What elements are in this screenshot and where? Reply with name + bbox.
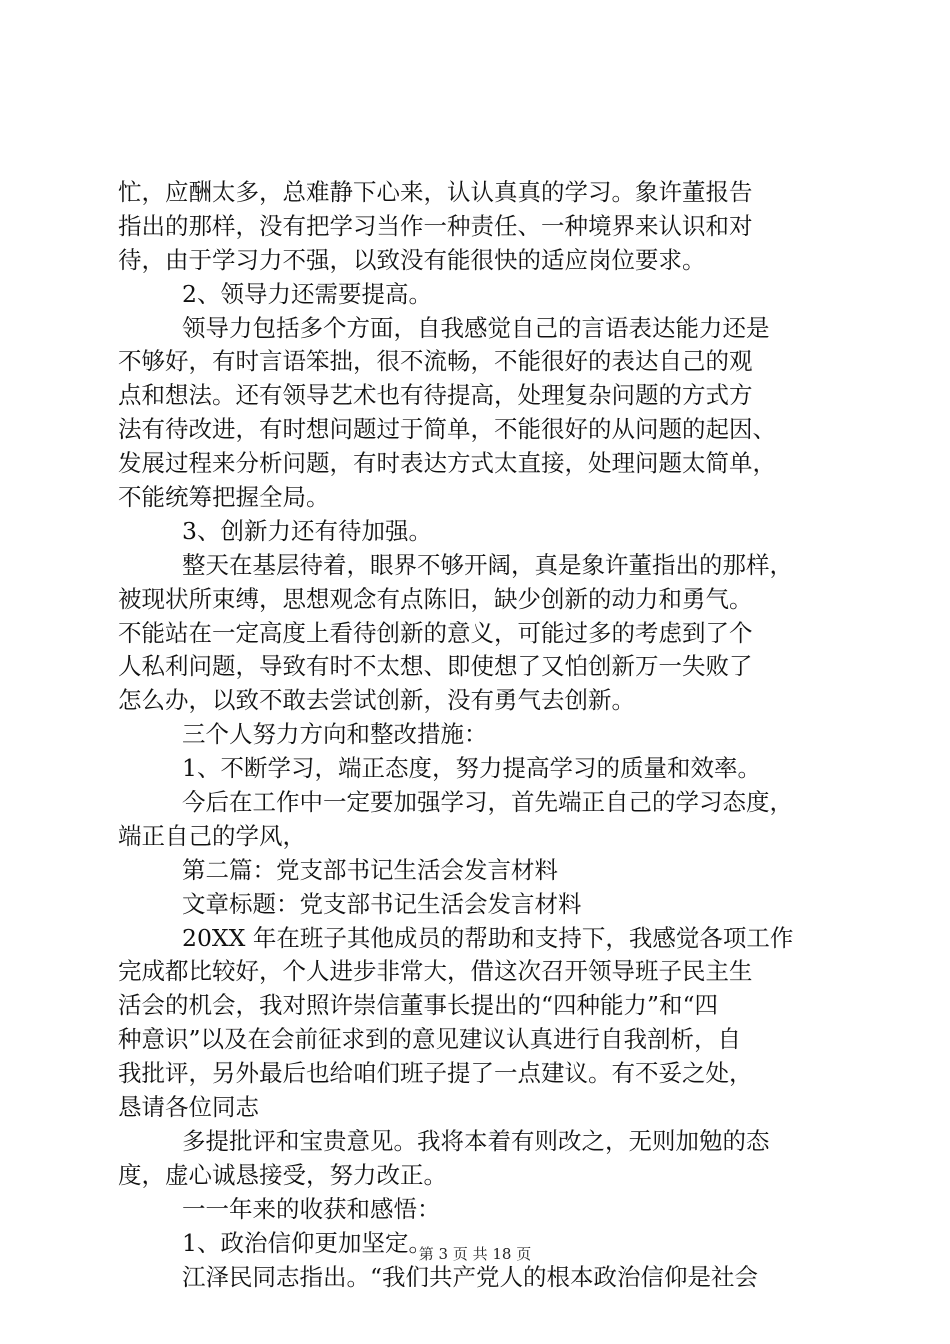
text-line: 3、创新力还有待加强。 — [182, 516, 432, 545]
text-line: 恳请各位同志 — [118, 1093, 259, 1122]
page-footer: 第 3 页 共 18 页 — [418, 1245, 532, 1263]
text-line: 发展过程来分析问题，有时表达方式太直接，处理问题太简单， — [118, 449, 776, 478]
text-line: 江泽民同志指出。“我们共产党人的根本政治信仰是社会 — [182, 1262, 759, 1291]
text-line: 被现状所束缚，思想观念有点陈旧，缺少创新的动力和勇气。 — [118, 584, 753, 613]
text-line: 1、政治信仰更加坚定。 — [182, 1228, 432, 1257]
text-line: 忙，应酬太多，总难静下心来，认认真真的学习。象许董报告 — [118, 178, 753, 206]
text-line: 不能站在一定高度上看待创新的意义，可能过多的考虑到了个 — [118, 618, 753, 647]
text-line: 领导力包括多个方面，自我感觉自己的言语表达能力还是 — [182, 313, 770, 342]
text-line: 不够好，有时言语笨拙，很不流畅，不能很好的表达自己的观 — [118, 347, 753, 376]
text-line: 指出的那样，没有把学习当作一种责任、一种境界来认识和对 — [118, 211, 753, 240]
document-body — [118, 176, 838, 1294]
text-line: 法有待改进，有时想问题过于简单，不能很好的从问题的起因、 — [118, 415, 776, 444]
text-line: 待，由于学习力不强，以致没有能很快的适应岗位要求。 — [118, 245, 706, 274]
text-line: 端正自己的学风， — [118, 821, 306, 850]
text-line: 多提批评和宝贵意见。我将本着有则改之，无则加勉的态 — [182, 1126, 770, 1155]
text-line: 种意识”以及在会前征求到的意见建议认真进行自我剖析，自 — [118, 1025, 742, 1054]
text-line: 完成都比较好，个人进步非常大，借这次召开领导班子民主生 — [118, 957, 753, 986]
text-line: 第二篇：党支部书记生活会发言材料 — [182, 855, 558, 884]
text-line: 怎么办，以致不敢去尝试创新，没有勇气去创新。 — [118, 686, 635, 715]
text-line: 三个人努力方向和整改措施： — [182, 720, 488, 749]
text-line: 不能统筹把握全局。 — [118, 483, 330, 512]
text-line: 人私利问题，导致有时不太想、即使想了又怕创新万一失败了 — [118, 652, 753, 681]
text-line: 20XX 年在班子其他成员的帮助和支持下，我感觉各项工作 — [182, 923, 794, 952]
text-line: 2、领导力还需要提高。 — [182, 279, 432, 308]
text-line: 整天在基层待着，眼界不够开阔，真是象许董指出的那样， — [182, 550, 793, 579]
text-line: 活会的机会，我对照许崇信董事长提出的“四种能力”和“四 — [118, 991, 719, 1020]
text-line: 1、不断学习，端正态度，努力提高学习的质量和效率。 — [182, 754, 761, 783]
text-line: 点和想法。还有领导艺术也有待提高，处理复杂问题的方式方 — [118, 381, 753, 410]
text-line: 今后在工作中一定要加强学习，首先端正自己的学习态度， — [182, 788, 793, 817]
text-line: 我批评，另外最后也给咱们班子提了一点建议。有不妥之处， — [118, 1059, 753, 1088]
text-line: 文章标题：党支部书记生活会发言材料 — [182, 889, 582, 918]
text-line: 一一年来的收获和感悟： — [182, 1194, 441, 1223]
text-line: 度，虚心诚恳接受，努力改正。 — [118, 1160, 447, 1189]
